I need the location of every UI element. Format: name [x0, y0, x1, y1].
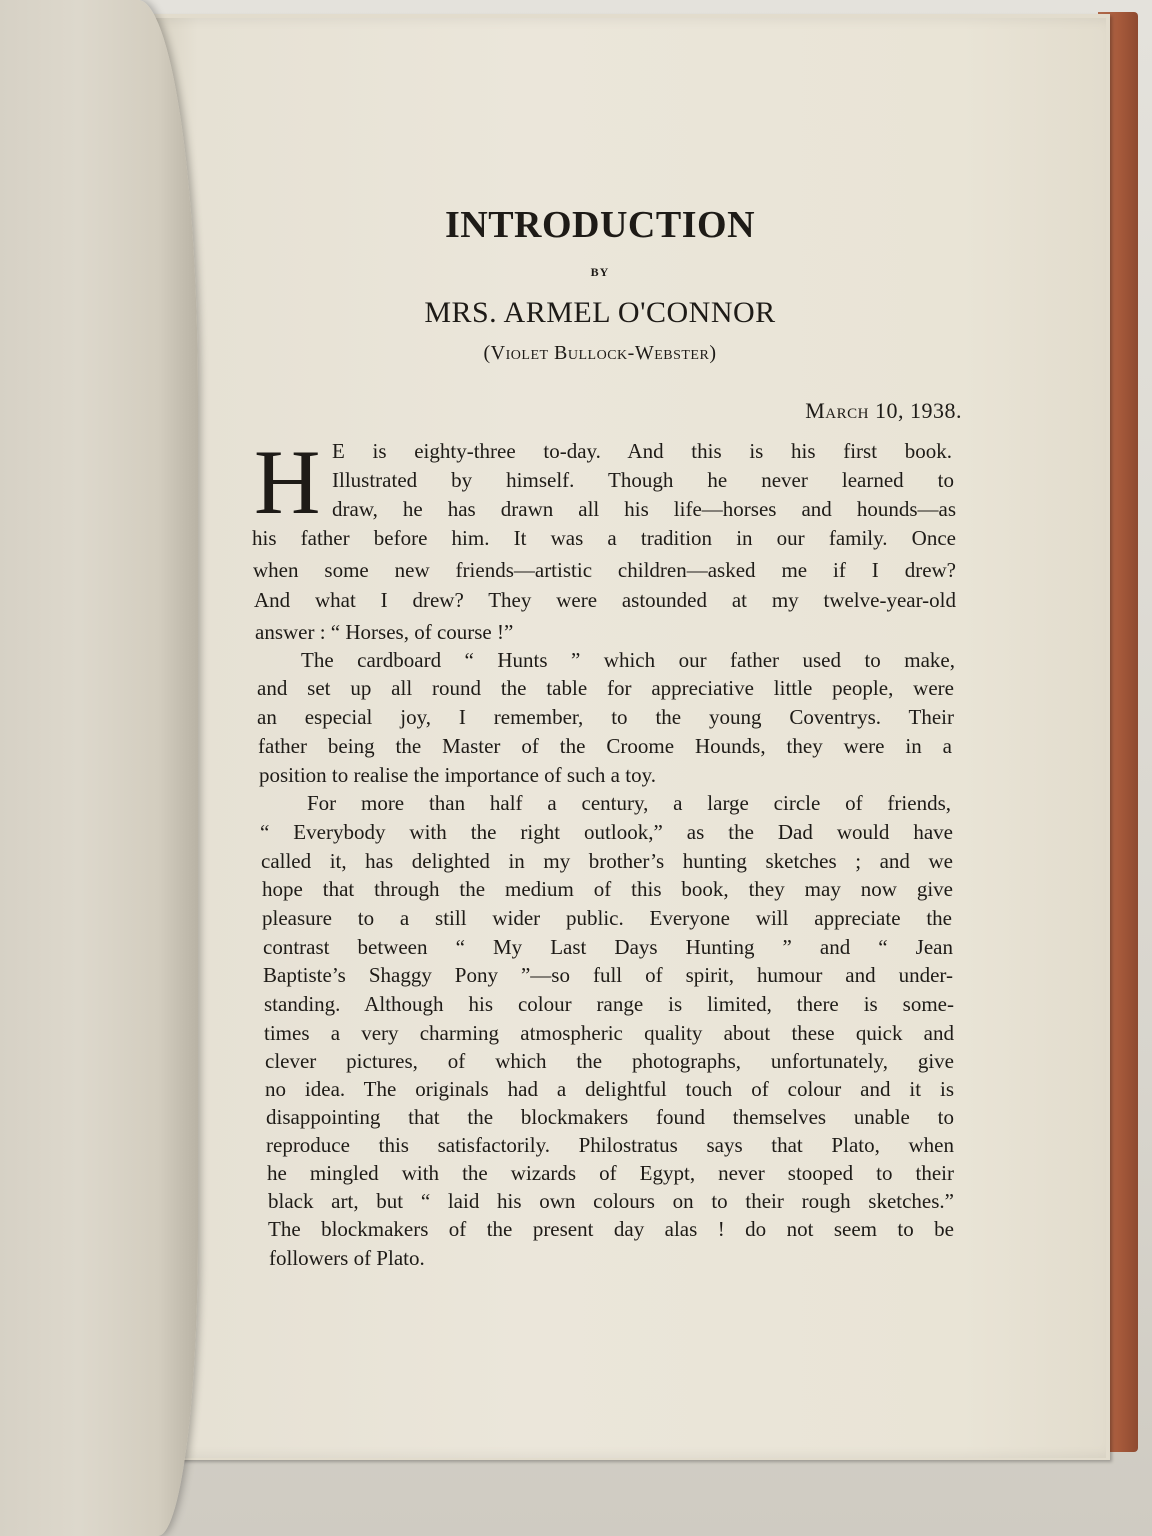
text-line: pleasure to a still wider public. Everyone will appreciate the — [262, 906, 952, 930]
text-line: times a very charming atmospheric quality about these quick and — [264, 1021, 954, 1045]
text-line: draw, he has drawn all his life—horses and hounds—as — [332, 497, 956, 521]
text-line: he mingled with the wizards of Egypt, never stooped to their — [267, 1161, 954, 1185]
text-line: Baptiste’s Shaggy Pony ”—so full of spirit, humour and under- — [263, 963, 953, 987]
text-line: standing. Although his colour range is limited, there is some- — [264, 992, 954, 1016]
text-line: The blockmakers of the present day alas ! do not seem to be — [268, 1217, 954, 1241]
text-line: called it, has delighted in my brother’s hunting sketches ; and we — [261, 849, 953, 873]
by-line: BY — [590, 265, 610, 279]
text-line: clever pictures, of which the photographs, unfortunately, give — [265, 1049, 954, 1073]
text-line: E is eighty-three to-day. And this is his first book. — [332, 439, 952, 463]
left-page — [0, 0, 198, 1536]
text-line: The cardboard “ Hunts ” which our father used to make, — [301, 648, 955, 672]
text-line: father being the Master of the Croome Hounds, they were in a — [258, 734, 952, 758]
text-line: position to realise the importance of such a toy. — [259, 763, 656, 787]
text-line: black art, but “ laid his own colours on to their rough sketches.” — [268, 1189, 954, 1213]
text-line: an especial joy, I remember, to the young Coventrys. Their — [257, 705, 954, 729]
text-line: when some new friends—artistic children—asked me if I drew? — [253, 558, 956, 582]
text-line: And what I drew? They were astounded at my twelve-year-old — [254, 588, 956, 612]
date-line: March 10, 1938. — [805, 398, 962, 423]
text-line: contrast between “ My Last Days Hunting ” and “ Jean — [263, 935, 953, 959]
text-line: his father before him. It was a tradition in our family. Once — [252, 526, 956, 550]
text-line: no idea. The originals had a delightful touch of colour and it is — [265, 1077, 954, 1101]
author-name: MRS. ARMEL O'CONNOR — [424, 296, 776, 329]
text-line: answer : “ Horses, of course !” — [255, 620, 514, 644]
text-line: disappointing that the blockmakers found themselves unable to — [266, 1105, 954, 1129]
text-line: followers of Plato. — [269, 1246, 425, 1270]
author-maiden-name: (Violet Bullock-Webster) — [483, 342, 717, 364]
text-line: reproduce this satisfactorily. Philostratus says that Plato, when — [266, 1133, 954, 1157]
drop-cap: H — [254, 431, 321, 533]
text-line: For more than half a century, a large circle of friends, — [307, 791, 951, 815]
page-title: INTRODUCTION — [444, 204, 756, 246]
text-line: Illustrated by himself. Though he never learned to — [332, 468, 954, 492]
text-line: hope that through the medium of this book, they may now give — [262, 877, 953, 901]
text-line: and set up all round the table for appreciative little people, were — [257, 676, 954, 700]
text-line: “ Everybody with the right outlook,” as the Dad would have — [260, 820, 953, 844]
